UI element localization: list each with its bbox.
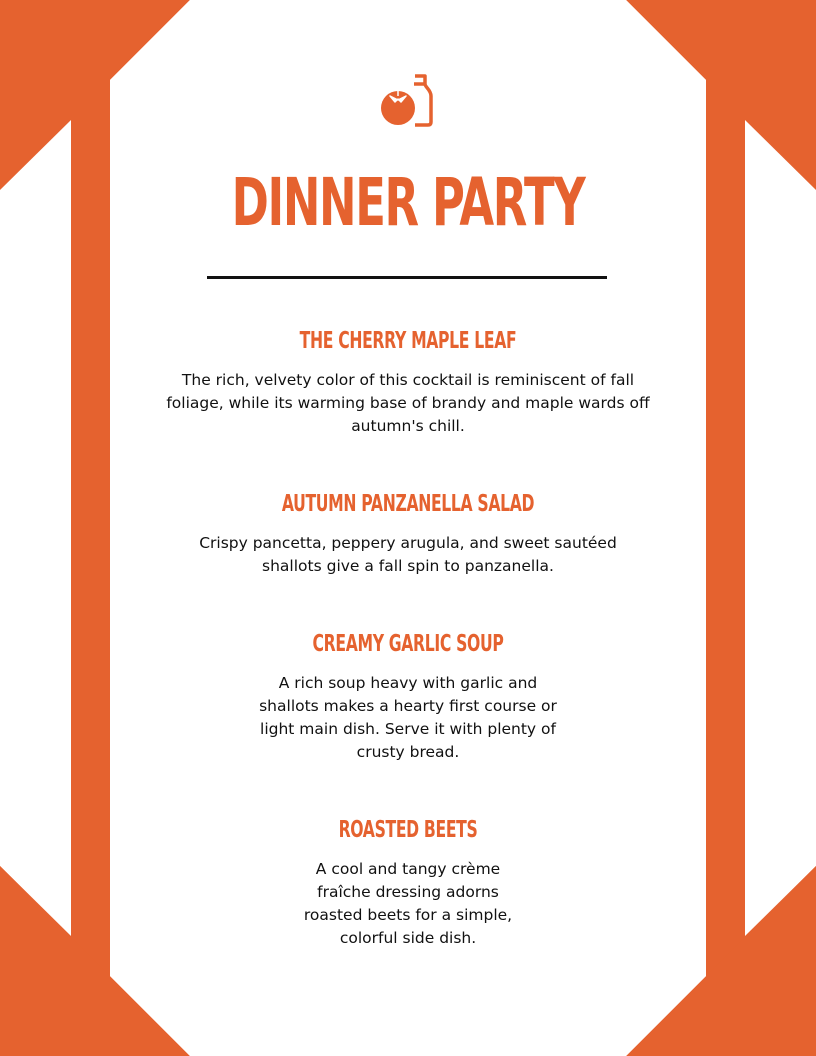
frame-right-white-notch bbox=[745, 120, 816, 936]
menu-item-description: A cool and tangy crème fraîche dressing adorns roasted beets for a simple, colorful side dish. bbox=[303, 860, 513, 947]
menu-item bbox=[140, 628, 676, 764]
menu-item-name: CREAMY GARLIC SOUP bbox=[312, 631, 504, 657]
menu-item-name: THE CHERRY MAPLE LEAF bbox=[299, 328, 517, 354]
menu-item-description: The rich, velvety color of this cocktail is reminiscent of fall foliage, while its warming base of brandy and maple wards off autumn's chill. bbox=[166, 371, 650, 435]
tomato-and-bottle-icon bbox=[378, 70, 436, 128]
menu-item-name: ROASTED BEETS bbox=[338, 817, 478, 843]
menu-item bbox=[140, 488, 676, 578]
menu-item-description: Crispy pancetta, peppery arugula, and sweet sautéed shallots give a fall spin to panzanella. bbox=[199, 534, 617, 575]
title-divider bbox=[207, 276, 607, 279]
menu-item bbox=[140, 325, 676, 438]
menu-item bbox=[140, 814, 676, 950]
menu-item-description: A rich soup heavy with garlic and shallots makes a hearty first course or light main dish. Serve it with plenty of crusty bread. bbox=[259, 674, 557, 761]
frame-left-white-notch bbox=[0, 120, 71, 936]
menu-item-name: AUTUMN PANZANELLA SALAD bbox=[281, 491, 535, 517]
page-title: DINNER PARTY bbox=[231, 164, 585, 241]
